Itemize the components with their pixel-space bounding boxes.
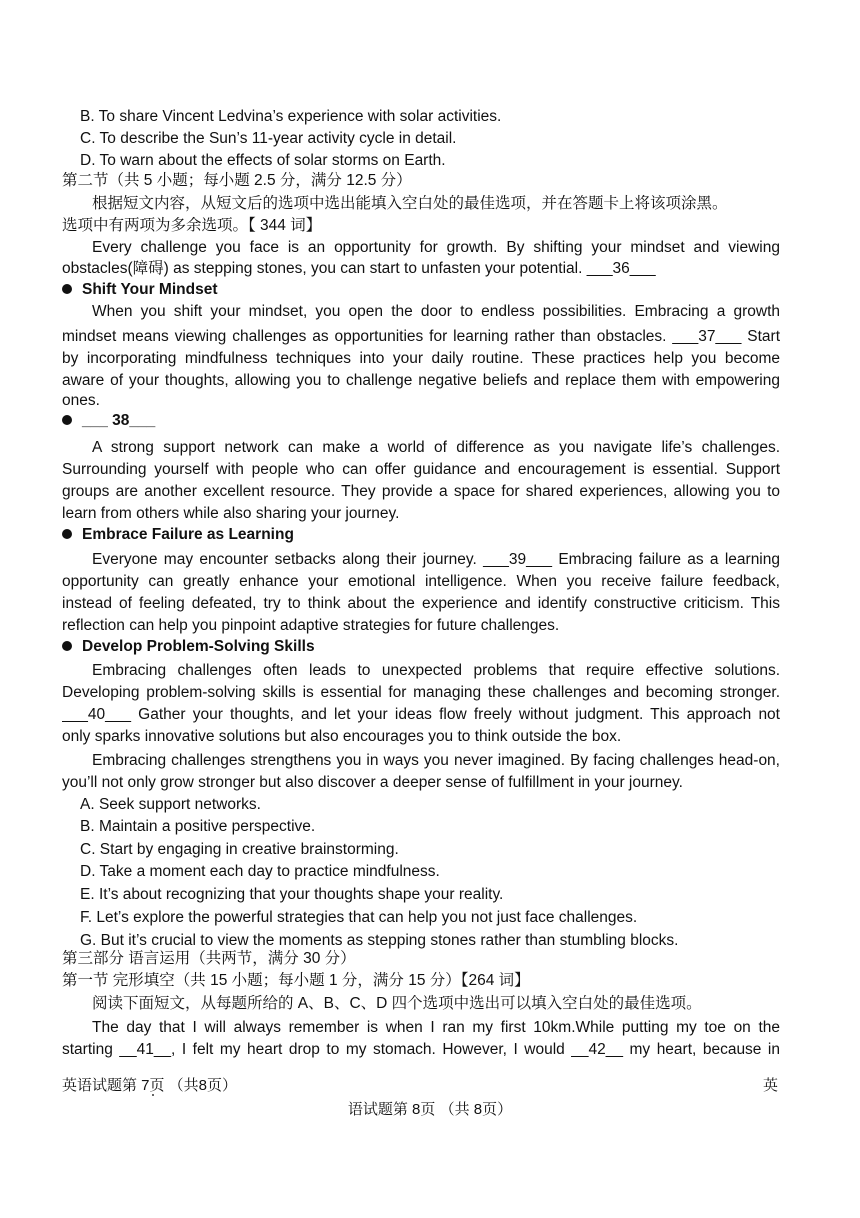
option-line: D. To warn about the effects of solar storms on Earth. [80,152,446,169]
section-heading [62,637,780,657]
heading-text: Embrace Failure as Learning [82,526,294,543]
part3-subheading: 第一节 完形填空（共 15 小题；每小题 1 分，满分 15 分）【264 词】 [62,972,530,989]
passage-line: learn from others while also sharing your journey. [62,505,400,522]
passage-line: Surrounding yourself with people who can offer guidance and encouragement is essential. Support [62,461,780,478]
heading-text: ___ 38___ [82,412,156,429]
cloze-line: The day that I will always remember is when I ran my first 10km.While putting my toe on the [92,1019,780,1036]
section2-instruction: 根据短文内容，从短文后的选项中选出能填入空白处的最佳选项，并在答题卡上将该项涂黑。 [92,195,728,212]
passage-line: Embracing challenges strengthens you in ways you never imagined. By facing challenges head-on, [92,752,780,769]
bullet-icon [62,415,72,425]
heading-text: Develop Problem-Solving Skills [82,638,315,655]
footer-page-label: 语试题第 8页 （共 8页） [347,1101,513,1118]
part3-instruction: 阅读下面短文，从每题所给的 A、B、C、D 四个选项中选出可以填入空白处的最佳选项。 [92,995,702,1012]
section-heading [62,280,780,300]
option-line: C. To describe the Sun’s 11-year activity cycle in detail. [80,130,457,147]
section2-heading: 第二节（共 5 小题；每小题 2.5 分，满分 12.5 分） [62,172,412,189]
passage-line: groups are another excellent resource. They provide a space for shared experiences, allowing you to [62,483,780,500]
scan-dot [152,1094,154,1096]
passage-line: ___40___ Gather your thoughts, and let your ideas flow freely without judgment. This approach not [62,706,780,723]
section2-instruction: 选项中有两项为多余选项。【 344 词】 [62,217,322,234]
passage-line: Developing problem-solving skills is essential for managing these challenges and becoming stronger. [62,684,780,701]
bullet-icon [62,529,72,539]
part3-heading: 第三部分 语言运用（共两节，满分 30 分） [62,950,356,967]
passage-line: obstacles(障碍) as stepping stones, you can start to unfasten your potential. ___36___ [62,260,656,277]
heading-text: Shift Your Mindset [82,281,218,298]
cloze-line: starting __41__, I felt my heart drop to my stomach. However, I would __42__ my heart, because in [62,1041,780,1058]
bullet-icon [62,284,72,294]
section-heading [62,411,780,431]
passage-line: When you shift your mindset, you open the door to endless possibilities. Embracing a growth [92,303,780,320]
footer-page-label: 英语试题第 7页 （共8页） [62,1077,238,1094]
passage-line: only sparks innovative solutions but also encourages you to think outside the box. [62,728,622,745]
answer-option: B. Maintain a positive perspective. [80,818,316,835]
passage-line: you’ll not only grow stronger but also discover a deeper sense of fulfillment in your journey. [62,774,683,791]
answer-option: F. Let’s explore the powerful strategies that can help you not just face challenges. [80,909,638,926]
passage-line: ones. [62,392,100,409]
answer-option: E. It’s about recognizing that your thoughts shape your reality. [80,886,504,903]
passage-line: Embracing challenges often leads to unexpected problems that require effective solutions. [92,662,780,679]
answer-option: A. Seek support networks. [80,796,261,813]
passage-line: instead of feeling defeated, try to think about the experience and identify constructive criticism. This [62,595,780,612]
section-heading [62,525,780,545]
passage-line: by incorporating mindfulness techniques into your daily routine. These practices help you become [62,350,780,367]
bullet-icon [62,641,72,651]
passage-line: Everyone may encounter setbacks along their journey. ___39___ Embracing failure as a learning [92,551,780,568]
answer-option: C. Start by engaging in creative brainstorming. [80,841,399,858]
answer-option: D. Take a moment each day to practice mindfulness. [80,863,440,880]
passage-line: aware of your thoughts, allowing you to challenge negative beliefs and replace them with empowering [62,372,780,389]
option-line: B. To share Vincent Ledvina’s experience with solar activities. [80,108,502,125]
answer-option: G. But it’s crucial to view the moments as stepping stones rather than stumbling blocks. [80,932,679,949]
passage-line: A strong support network can make a world of difference as you navigate life’s challenges. [92,439,780,456]
passage-line: mindset means viewing challenges as opportunities for learning rather than obstacles. ___37___ Start [62,328,780,345]
passage-line: Every challenge you face is an opportunity for growth. By shifting your mindset and viewing [92,239,780,256]
passage-line: reflection can help you pinpoint adaptive strategies for future challenges. [62,617,560,634]
passage-line: opportunity can greatly enhance your emotional intelligence. When you receive failure feedback, [62,573,780,590]
footer-page-label: 英 [763,1077,779,1094]
